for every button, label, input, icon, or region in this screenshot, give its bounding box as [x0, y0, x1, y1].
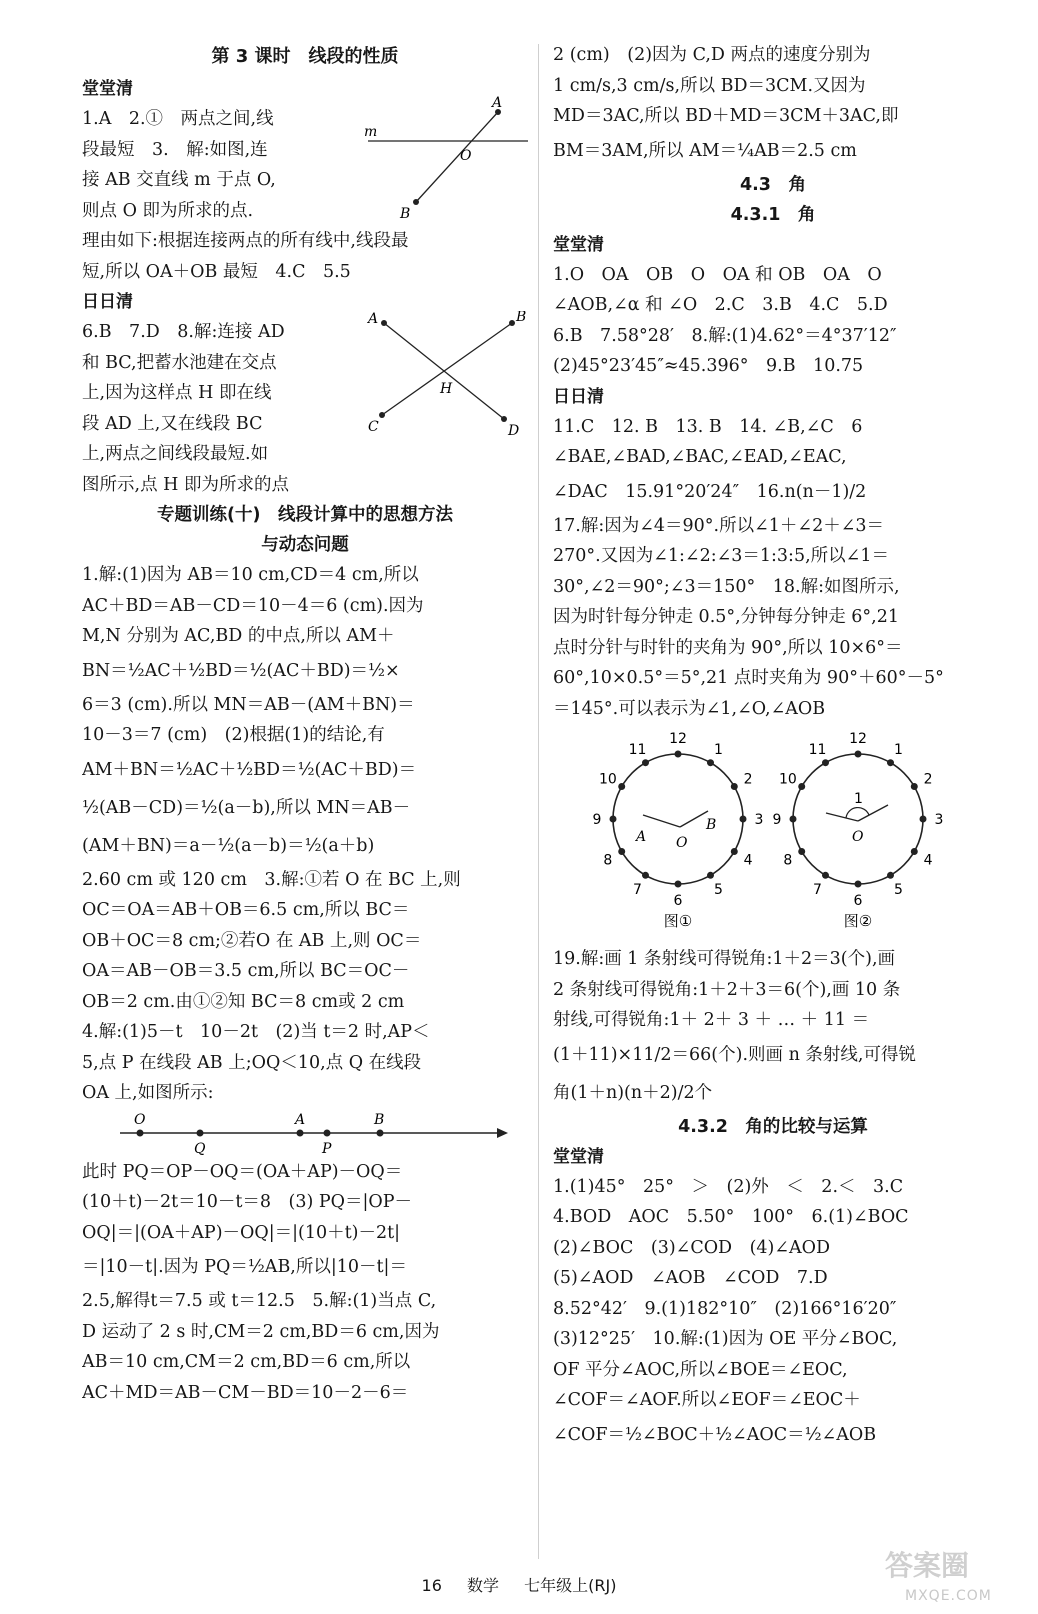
- lesson-title: 第 3 课时 线段的性质: [211, 46, 399, 67]
- point-q: [197, 1129, 204, 1136]
- text-line: OF 平分∠AOC,所以∠BOE＝∠EOC,: [553, 1359, 848, 1380]
- section-rirqing: 日日清: [82, 292, 133, 312]
- label-a: A: [368, 311, 379, 327]
- label-m: m: [364, 124, 378, 140]
- training-subtitle: 与动态问题: [261, 535, 349, 555]
- text-line: D 运动了 2 s 时,CM＝2 cm,BD＝6 cm,因为: [82, 1321, 440, 1342]
- segment-ab: [416, 112, 498, 202]
- problem-block-8: [82, 311, 528, 500]
- clock-hand-minute: [826, 813, 858, 821]
- figure-caption: 图②: [843, 912, 873, 930]
- text-line: 4.BOD AOC 5.50° 100° 6.(1)∠BOC: [553, 1207, 909, 1227]
- section-rirqing: 日日清: [553, 386, 604, 407]
- point-b: [509, 320, 515, 326]
- clock-tick: [798, 783, 805, 790]
- figure-crossing-segments: [364, 311, 534, 441]
- clock-tick: [707, 872, 714, 879]
- clock-tick: [618, 848, 625, 855]
- training-title: 专题训练(十) 线段计算中的思想方法: [157, 505, 453, 525]
- clock-numeral: 5: [714, 882, 723, 899]
- clock-tick: [822, 759, 829, 766]
- text-line: 短,所以 OA＋OB 最短 4.C 5.5: [82, 261, 351, 282]
- text-line: AM＋BN＝½AC＋½BD＝½(AC＋BD)＝: [82, 759, 417, 780]
- clock-numeral: 6: [853, 893, 863, 909]
- clock-tick: [707, 759, 714, 766]
- text-line: OA 上,如图所示:: [82, 1083, 214, 1103]
- text-line: 段最短 3. 解:如图,连: [82, 139, 268, 160]
- clock-hand-hour: [680, 811, 708, 827]
- figure-caption: 图①: [663, 912, 693, 930]
- text-line: 10－3＝7 (cm) (2)根据(1)的结论,有: [82, 725, 385, 745]
- text-line: 6.B 7.58°28′ 8.解:(1)4.62°＝4°37′12″: [553, 325, 897, 346]
- clock-numeral: 1: [894, 741, 903, 758]
- clock-face: [793, 754, 923, 884]
- clock-numeral: 5: [894, 882, 903, 899]
- label-b: B: [706, 817, 717, 833]
- clock-tick: [675, 751, 682, 758]
- text-line: 1.(1)45° 25° ＞ (2)外 ＜ 2.＜ 3.C: [553, 1176, 904, 1197]
- text-line: MD＝3AC,所以 BD＋MD＝3CM＋3AC,即: [553, 106, 899, 126]
- text-line: OB＋OC＝8 cm;②若O 在 AB 上,则 OC＝: [82, 930, 422, 951]
- clock-tick: [731, 848, 738, 855]
- label-d: D: [508, 423, 520, 439]
- text-line: 60°,10×0.5°＝5°,21 点时夹角为 90°＋60°－5°: [553, 668, 944, 688]
- figure-clocks: [553, 724, 993, 944]
- text-line: 30°,∠2＝90°;∠3＝150° 18.解:如图所示,: [553, 576, 900, 597]
- text-line: OB＝2 cm.由①②知 BC＝8 cm或 2 cm: [82, 991, 405, 1012]
- section-tangtangqing: 堂堂清: [553, 1146, 604, 1167]
- clock-tick: [675, 881, 682, 888]
- text-line: 4.解:(1)5－t 10－2t (2)当 t＝2 时,AP＜: [82, 1022, 430, 1042]
- text-line: ∠AOB,∠α 和 ∠O 2.C 3.B 4.C 5.D: [553, 295, 888, 315]
- clock-numeral: 10: [778, 771, 797, 788]
- text-line: 17.解:因为∠4＝90°.所以∠1＋∠2＋∠3＝: [553, 515, 884, 536]
- label-b: B: [516, 311, 527, 325]
- clock-tick: [911, 783, 918, 790]
- section-tangtangqing: 堂堂清: [82, 79, 133, 99]
- text-line: (2)∠BOC (3)∠COD (4)∠AOD: [553, 1237, 831, 1258]
- point-a: [381, 320, 387, 326]
- point-c: [379, 412, 385, 418]
- label-a: A: [492, 95, 503, 111]
- section-heading-4-3-1: 4.3.1 角: [730, 204, 816, 225]
- clock-tick: [798, 848, 805, 855]
- section-heading-4-3-2: 4.3.2 角的比较与运算: [678, 1116, 868, 1137]
- page-footer: [0, 1573, 1038, 1596]
- clock-tick: [920, 816, 927, 823]
- page-number: 16: [421, 1576, 442, 1595]
- label-b: B: [374, 1111, 385, 1128]
- clock-numeral: 2: [923, 771, 933, 788]
- clock-numeral: 8: [783, 852, 793, 869]
- footer-grade: 七年级上(RJ): [524, 1576, 617, 1595]
- text-line: 理由如下:根据连接两点的所有线中,线段最: [82, 231, 409, 251]
- text-line: (5)∠AOD ∠AOB ∠COD 7.D: [553, 1268, 828, 1288]
- text-line: 1 cm/s,3 cm/s,所以 BD＝3CM.又因为: [553, 75, 866, 96]
- text-line: 8.52°42′ 9.(1)182°10″ (2)166°16′20″: [553, 1298, 897, 1319]
- label-o: O: [134, 1111, 146, 1128]
- text-line: OC＝OA＝AB＋OB＝6.5 cm,所以 BC＝: [82, 900, 410, 920]
- clock-tick: [887, 759, 894, 766]
- column-divider: [538, 44, 539, 1559]
- text-line: AC＋MD＝AB－CM－BD＝10－2－6＝: [82, 1382, 409, 1403]
- footer-subject: 数学: [467, 1576, 500, 1595]
- clock-numeral: 12: [849, 731, 867, 747]
- clock-numeral: 3: [754, 812, 764, 828]
- text-line: 19.解:画 1 条射线可得锐角:1＋2＝3(个),画: [553, 949, 896, 969]
- clock-tick: [790, 816, 797, 823]
- text-line: BM＝3AM,所以 AM＝¼AB＝2.5 cm: [553, 140, 857, 161]
- left-column: [82, 40, 528, 1408]
- watermark-logo: 答案圈: [885, 1549, 970, 1582]
- clock-numeral: 10: [598, 771, 617, 788]
- point-o: [137, 1129, 144, 1136]
- right-column: [553, 40, 993, 1454]
- clock-hand-hour: [858, 805, 888, 821]
- text-line: 270°.又因为∠1:∠2:∠3＝1:3:5,所以∠1＝: [553, 546, 889, 566]
- clock-hand-minute: [643, 815, 680, 827]
- text-line: 6.B 7.D 8.解:连接 AD: [82, 322, 285, 342]
- section-tangtangqing: 堂堂清: [553, 234, 604, 255]
- clock-tick: [740, 816, 747, 823]
- clock-tick: [822, 872, 829, 879]
- text-line: 角(1＋n)(n＋2)/2个: [553, 1082, 713, 1103]
- figure-line-segment: [362, 94, 532, 224]
- clock-numeral: 9: [592, 812, 602, 828]
- text-line: 1.O OA OB O OA 和 OB OA O: [553, 264, 882, 285]
- text-line: 射线,可得锐角:1＋ 2＋ 3 ＋ … ＋ 11 ＝: [553, 1010, 870, 1030]
- clock-numeral: 6: [673, 893, 683, 909]
- point-b: [377, 1129, 384, 1136]
- text-line: (1＋11)×11/2＝66(个).则画 n 条射线,可得锐: [553, 1044, 916, 1065]
- text-line: 上,两点之间线段最短.如: [82, 444, 269, 464]
- point-d: [501, 416, 507, 422]
- text-line: ＝|10－t|.因为 PQ＝½AB,所以|10－t|＝: [82, 1257, 407, 1277]
- clock-numeral: 7: [633, 882, 642, 899]
- clock-numeral: 12: [669, 731, 687, 747]
- point-a: [297, 1129, 304, 1136]
- label-angle-1: 1: [854, 791, 863, 807]
- clock-tick: [642, 759, 649, 766]
- text-line: AB＝10 cm,CM＝2 cm,BD＝6 cm,所以: [82, 1352, 411, 1372]
- clock-tick: [642, 872, 649, 879]
- text-line: ＝145°.可以表示为∠1,∠O,∠AOB: [553, 698, 826, 719]
- text-line: 因为时针每分钟走 0.5°,分钟每分钟走 6°,21: [553, 607, 899, 627]
- text-line: BN＝½AC＋½BD＝½(AC＋BD)＝½×: [82, 660, 400, 681]
- text-line: 11.C 12. B 13. B 14. ∠B,∠C 6: [553, 416, 863, 437]
- clock-numeral: 8: [603, 852, 613, 869]
- arrow-head: [497, 1128, 508, 1138]
- label-q: Q: [194, 1140, 206, 1157]
- clock-numeral: 7: [813, 882, 822, 899]
- clock-numeral: 1: [714, 741, 723, 758]
- clock-tick: [855, 881, 862, 888]
- label-c: C: [368, 419, 379, 435]
- clock-numeral: 9: [772, 812, 782, 828]
- text-line: ∠BAE,∠BAD,∠BAC,∠EAD,∠EAC,: [553, 447, 847, 467]
- problem-block-1: [82, 95, 528, 226]
- text-line: 图所示,点 H 即为所求的点: [82, 474, 289, 495]
- figure-number-line: [82, 1109, 522, 1157]
- section-heading-4-3: 4.3 角: [739, 174, 806, 195]
- label-a: A: [295, 1111, 306, 1128]
- text-line: 接 AB 交直线 m 于点 O,: [82, 170, 276, 190]
- clock-tick: [618, 783, 625, 790]
- label-b: B: [400, 206, 411, 222]
- clock-numeral: 4: [923, 852, 933, 869]
- label-p: P: [322, 1140, 332, 1157]
- clock-tick: [911, 848, 918, 855]
- label-o: O: [852, 829, 864, 845]
- clock-numeral: 3: [934, 812, 944, 828]
- clock-tick: [887, 872, 894, 879]
- text-line: 点时分针与时针的夹角为 90°,所以 10×6°＝: [553, 637, 903, 658]
- clock-tick: [855, 751, 862, 758]
- text-line: 1.解:(1)因为 AB＝10 cm,CD＝4 cm,所以: [82, 565, 419, 585]
- clock-numeral: 2: [743, 771, 753, 788]
- text-line: (AM＋BN)＝a－½(a－b)＝½(a＋b): [82, 835, 375, 856]
- text-line: 2 (cm) (2)因为 C,D 两点的速度分别为: [553, 45, 871, 65]
- text-line: ½(AB－CD)＝½(a－b),所以 MN＝AB－: [82, 797, 411, 818]
- label-o: O: [676, 835, 688, 851]
- clock-tick: [610, 816, 617, 823]
- text-line: 1.A 2.① 两点之间,线: [82, 109, 274, 129]
- clock-tick: [731, 783, 738, 790]
- text-line: (3)12°25′ 10.解:(1)因为 OE 平分∠BOC,: [553, 1329, 898, 1349]
- clock-numeral: 4: [743, 852, 753, 869]
- text-line: M,N 分别为 AC,BD 的中点,所以 AM＋: [82, 626, 395, 646]
- watermark-site: MXQE.COM: [905, 1588, 992, 1604]
- text-line: (2)45°23′45″≈45.396° 9.B 10.75: [553, 356, 864, 376]
- text-line: AC＋BD＝AB－CD＝10－4＝6 (cm).因为: [82, 595, 424, 616]
- text-line: 2 条射线可得锐角:1＋2＋3＝6(个),画 10 条: [553, 979, 901, 1000]
- text-line: OA＝AB－OB＝3.5 cm,所以 BC＝OC－: [82, 961, 410, 981]
- point-b: [413, 199, 419, 205]
- label-o: O: [460, 148, 472, 164]
- clock-numeral: 11: [808, 741, 827, 758]
- text-line: 2.60 cm 或 120 cm 3.解:①若 O 在 BC 上,则: [82, 869, 461, 890]
- text-line: 此时 PQ＝OP－OQ＝(OA＋AP)－OQ＝: [82, 1161, 403, 1182]
- text-line: ∠DAC 15.91°20′24″ 16.n(n－1)/2: [553, 481, 867, 502]
- label-a: A: [636, 829, 647, 845]
- clock-numeral: 11: [628, 741, 647, 758]
- text-line: ∠COF＝∠AOF.所以∠EOF＝∠EOC＋: [553, 1390, 861, 1410]
- text-line: OQ|＝|(OA＋AP)－OQ|＝|(10＋t)－2t|: [82, 1222, 401, 1243]
- text-line: 6＝3 (cm).所以 MN＝AB－(AM＋BN)＝: [82, 694, 415, 715]
- clock-face: [613, 754, 743, 884]
- text-line: 则点 O 即为所求的点.: [82, 200, 254, 221]
- text-line: 段 AD 上,又在线段 BC: [82, 413, 263, 434]
- text-line: (10＋t)－2t＝10－t＝8 (3) PQ＝|OP－: [82, 1192, 413, 1212]
- text-line: 上,因为这样点 H 即在线: [82, 383, 272, 403]
- text-line: 5,点 P 在线段 AB 上;OQ＜10,点 Q 在线段: [82, 1052, 422, 1073]
- label-h: H: [440, 381, 453, 397]
- point-p: [324, 1129, 331, 1136]
- text-line: 2.5,解得t＝7.5 或 t＝12.5 5.解:(1)当点 C,: [82, 1291, 437, 1311]
- text-line: ∠COF＝½∠BOC＋½∠AOC＝½∠AOB: [553, 1424, 877, 1445]
- text-line: 和 BC,把蓄水池建在交点: [82, 352, 277, 373]
